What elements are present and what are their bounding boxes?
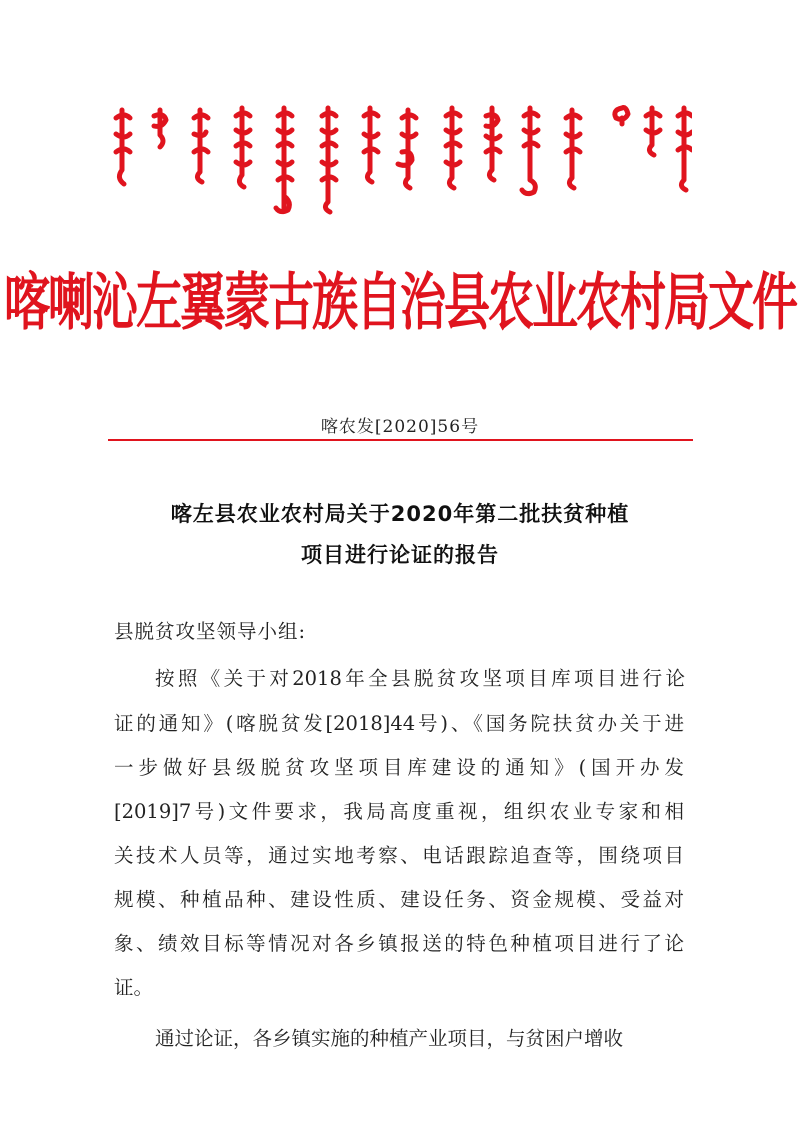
report-title-line-2: 项目进行论证的报告 (301, 543, 499, 567)
body-line: 证。 (114, 976, 154, 999)
body-line: 证的通知》(喀脱贫发[2018]44号)、《国务院扶贫办关于进 (114, 712, 684, 735)
mongolian-script-header (112, 100, 692, 230)
body-line: 规模、种植品种、建设性质、建设任务、资金规模、受益对 (114, 888, 684, 911)
body-line: 象、绩效目标等情况对各乡镇报送的特色种植项目进行了论 (114, 932, 684, 955)
body-line: [2019]7号)文件要求，我局高度重视，组织农业专家和相 (114, 800, 684, 823)
body-line: 关技术人员等，通过实地考察、电话跟踪追查等，围绕项目 (114, 844, 684, 867)
masthead-title: 喀喇沁左翼蒙古族自治县农业农村局文件 (4, 265, 796, 339)
body-line: 通过论证，各乡镇实施的种植产业项目，与贫困户增收 (155, 1027, 624, 1050)
report-title-line-1: 喀左县农业农村局关于2020年第二批扶贫种植 (170, 502, 630, 526)
body-line: 一步做好县级脱贫攻坚项目库建设的通知》(国开办发 (114, 756, 684, 779)
document-number: 喀农发[2020]56号 (320, 417, 480, 437)
body-line: 按照《关于对2018年全县脱贫攻坚项目库项目进行论 (155, 667, 685, 690)
red-divider-line (108, 439, 693, 441)
salutation: 县脱贫攻坚领导小组: (114, 620, 307, 643)
